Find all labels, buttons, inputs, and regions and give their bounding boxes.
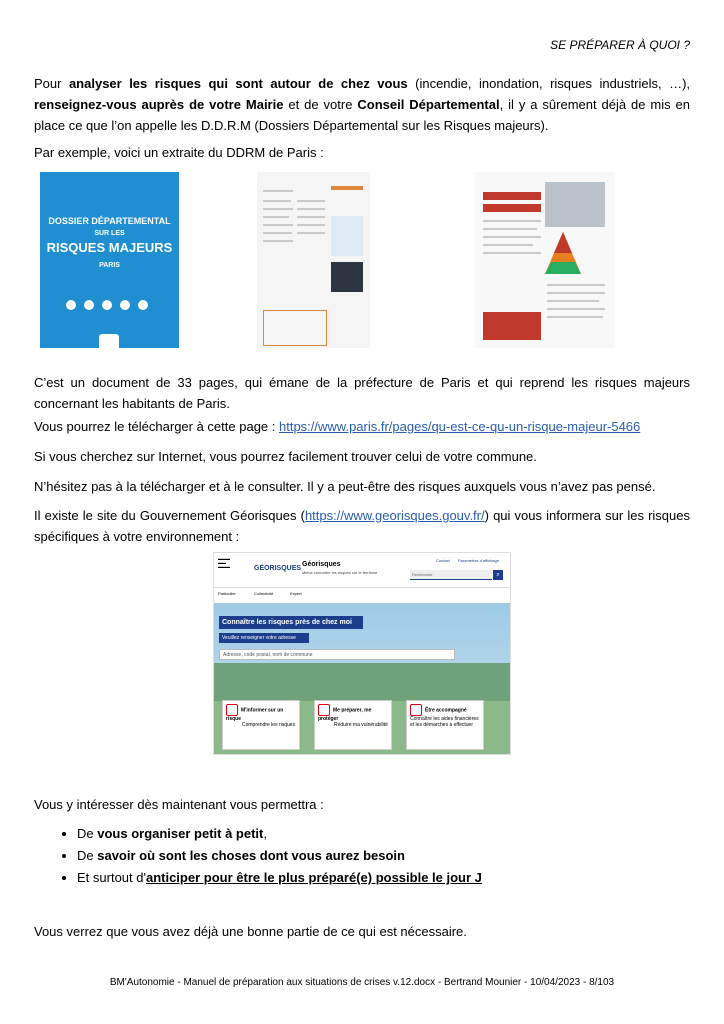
bold-text: analyser les risques qui sont autour de chez vous xyxy=(68,76,408,91)
bold-text: Conseil Départemental xyxy=(357,97,500,112)
site-search-input[interactable]: Rechercher xyxy=(410,570,492,580)
intro-paragraph xyxy=(34,73,690,136)
risk-icon xyxy=(102,300,112,310)
benefits-list xyxy=(55,823,482,889)
red-heading xyxy=(483,204,541,212)
cover-line3: RISQUES MAJEURS xyxy=(46,240,173,255)
georisques-logo: GÉORISQUES xyxy=(254,565,302,572)
text: Et surtout d' xyxy=(77,870,146,885)
card-subtitle: Comprendre les risques xyxy=(242,722,296,728)
diagram xyxy=(331,216,363,256)
ddrm-page-preview xyxy=(257,172,370,348)
card-subtitle: Connaître les aides financières et les démarches à effectuer xyxy=(410,716,479,728)
list-item xyxy=(77,867,482,889)
text: , xyxy=(263,826,268,841)
nav-expert[interactable]: Expert xyxy=(290,591,302,596)
text: Vous pourrez le télécharger à cette page : xyxy=(34,419,279,434)
conclusion-paragraph: Vous verrez que vous avez déjà une bonne partie de ce qui est nécessaire. xyxy=(34,924,467,939)
page-footer: BM'Autonomie - Manuel de préparation aux situations de crises v.12.docx - Bertrand Mounier - 10/04/2023 - 8/103 xyxy=(109,977,615,988)
page-header: SE PRÉPARER À QUOI ? xyxy=(550,38,690,52)
contact-link[interactable]: Contact xyxy=(436,558,450,563)
risk-icon xyxy=(66,300,76,310)
display-settings-link[interactable]: Paramètres d'affichage xyxy=(458,558,499,563)
card-prepare[interactable] xyxy=(314,700,392,750)
dark-box xyxy=(331,262,363,292)
red-box xyxy=(483,312,541,340)
card-subtitle: Réduire ma vulnérabilité xyxy=(334,722,388,728)
download-paragraph xyxy=(34,416,690,437)
orange-box xyxy=(263,310,327,346)
text: Pour xyxy=(34,76,69,91)
georisques-paragraph xyxy=(34,505,690,547)
ddrm-cover-image xyxy=(40,172,179,348)
risk-pyramid-icon xyxy=(545,232,581,274)
search-icon[interactable]: ⌕ xyxy=(493,570,503,580)
nav-particulier[interactable]: Particulier xyxy=(218,591,236,596)
card-title: Me préparer, me protéger xyxy=(318,707,372,722)
risk-icon xyxy=(84,300,94,310)
help-icon xyxy=(410,704,422,716)
benefits-intro: Vous y intéresser dès maintenant vous permettra : xyxy=(34,797,324,812)
cover-line1: DOSSIER DÉPARTEMENTAL xyxy=(48,216,171,226)
risk-icon xyxy=(120,300,130,310)
ministry-logo: ▬▬▬ ▬▬ ▬▬▬ xyxy=(218,556,230,569)
card-title: Être accompagné xyxy=(425,707,467,714)
card-title: M'informer sur un risque xyxy=(226,707,284,722)
card-inform[interactable] xyxy=(222,700,300,750)
text: (incendie, inondation, risques industriels, …), xyxy=(407,76,691,91)
bold-text: anticiper pour être le plus préparé(e) possible le jour J xyxy=(145,870,482,885)
text: Il existe le site du Gouvernement Géorisques ( xyxy=(34,508,305,523)
cover-line2: SUR LES xyxy=(94,230,125,237)
site-title: Géorisques xyxy=(302,561,341,568)
hero-banner: Connaître les risques près de chez moi xyxy=(219,616,363,629)
georisques-screenshot xyxy=(213,552,511,755)
card-support[interactable] xyxy=(406,700,484,750)
ddrm-page-preview xyxy=(475,172,615,348)
bold-text: vous organiser petit à petit xyxy=(97,826,264,841)
prefecture-logo xyxy=(99,334,119,348)
risk-icon xyxy=(138,300,148,310)
site-subtitle: Mieux connaître les risques sur le territoire xyxy=(302,570,378,575)
example-paragraph: Par exemple, voici un extraite du DDRM de Paris : xyxy=(34,145,324,160)
info-icon xyxy=(226,704,238,716)
text: De xyxy=(77,848,98,863)
red-heading xyxy=(483,192,541,200)
text: , il y a sûrement déjà de mis en place ce que l’on appelle les D.D.R.M (Dossiers Départemental sur les Risques majeurs). xyxy=(34,97,691,133)
address-input[interactable]: Adresse, code postal, nom de commune xyxy=(219,649,455,660)
bold-text: renseignez-vous auprès de votre Mairie xyxy=(34,97,284,112)
text: De xyxy=(77,826,98,841)
text: ) qui vous informera sur les risques spécifiques à votre environnement : xyxy=(34,508,690,544)
list-item xyxy=(77,823,482,845)
building-photo xyxy=(545,182,605,227)
search-paragraph: Si vous cherchez sur Internet, vous pourrez facilement trouver celui de votre commune. xyxy=(34,449,537,464)
shield-icon xyxy=(318,704,330,716)
bold-text: savoir où sont les choses dont vous aurez besoin xyxy=(97,848,405,863)
document-description: C’est un document de 33 pages, qui émane de la préfecture de Paris et qui reprend les risques majeurs concernant les habitants de Paris. xyxy=(34,375,690,411)
hero-subtitle: Veuillez renseigner votre adresse xyxy=(219,633,309,643)
orange-heading xyxy=(331,186,363,190)
list-item xyxy=(77,845,482,867)
paris-risk-link[interactable]: https://www.paris.fr/pages/qu-est-ce-qu-un-risque-majeur-5466 xyxy=(279,419,641,434)
georisques-link[interactable]: https://www.georisques.gouv.fr/ xyxy=(304,508,485,523)
text: et de votre xyxy=(283,97,358,112)
nav-collectivite[interactable]: Collectivité xyxy=(254,591,274,596)
cover-line4: PARIS xyxy=(99,262,120,269)
consult-paragraph: N’hésitez pas à la télécharger et à le consulter. Il y a peut-être des risques auxquels vous n’avez pas pensé. xyxy=(34,479,656,494)
